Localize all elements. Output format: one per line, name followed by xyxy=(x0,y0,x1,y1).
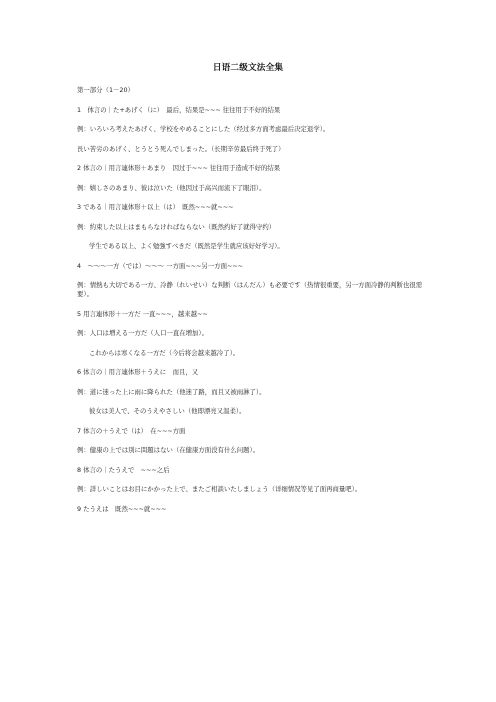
example-line: 彼女は美人で、そのうえやさしい（他即漂亮又温柔）。 xyxy=(89,407,246,415)
grammar-item-9: 9 たうえは 既然~~~就~~~ xyxy=(77,504,167,513)
example-line: 例：いろいろ考えたあげく、学校をやめることにした（经过多方面考虑最后决定退学）。 xyxy=(77,125,330,133)
grammar-item-2: 2 体言の｜用言連体形＋あまり 因过于~~~ 往往用于造成不好的结果 xyxy=(77,164,281,172)
example-line: 例：情熱も大切である一方、冷静（れいせい）な判断（はんだん）も必要です（热情很重要，另一方面冷静的判断也很需要）。 xyxy=(77,281,423,298)
document-body xyxy=(77,86,429,514)
grammar-item-3: 3 である｜用言連体形＋以上（は） 既然~~~就~~~ xyxy=(77,203,234,211)
example-line: 例：嬉しさのあまり、彼は泣いた（他因过于高兴而流下了眼泪）。 xyxy=(77,183,266,192)
example-line: 長い苦労のあげく、とうとう死んでしまった。（长期辛劳最后终于死了） xyxy=(77,144,285,153)
example-line: 例：人口は増える一方だ（人口一直在増加）。 xyxy=(77,329,209,337)
example-line: 例：道に迷った上に雨に降られた（他迷了路，而且又被雨淋了）。 xyxy=(77,387,266,396)
grammar-item-6: 6 体言の｜用言連体形＋うえに 而且，又 xyxy=(77,368,199,376)
section-heading: 第一部分（1－20） xyxy=(77,86,134,94)
document-title: 日语二级文法全集 xyxy=(212,63,284,73)
grammar-item-4: 4 ～～～一方（では）～～～ 一方面~~~另一方面~~~ xyxy=(77,261,244,270)
example-line: 例：詳しいことはお目にかかった上で、またご相談いたしましょう（详细情况等见了面再商量吧）。 xyxy=(77,485,362,493)
grammar-item-1: 1 体言の｜た+あげく（に） 最后，结果是~~~ 往往用于不好的结果 xyxy=(77,105,281,114)
grammar-item-8: 8 体言の｜たうえで ~~~之后 xyxy=(77,465,170,474)
example-line: 学生である以上、よく勉強すべきだ（既然是学生就应该好好学习）。 xyxy=(89,242,284,250)
grammar-item-7: 7 体言の＋うえで（は） 在~~~方面 xyxy=(77,426,186,435)
grammar-item-5: 5 用言連体形＋一方だ 一直~~~，越来越~~ xyxy=(77,309,208,318)
example-line: 例：約束した以上はまもらなければならない（既然约好了就得守约） xyxy=(77,222,276,231)
example-line: 例：健康の上では別に問題はない（在健康方面没有什么问题）。 xyxy=(77,446,260,454)
example-line: これからは寒くなる一方だ（今后将会越来越冷了）。 xyxy=(89,348,240,357)
